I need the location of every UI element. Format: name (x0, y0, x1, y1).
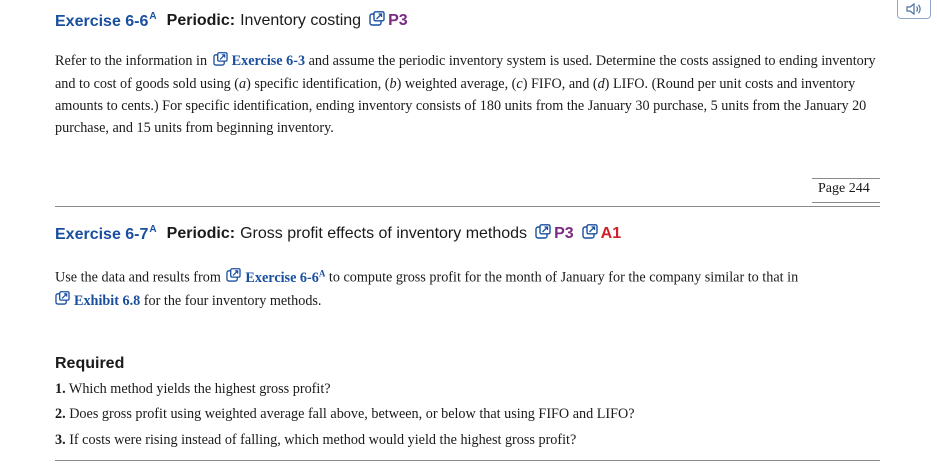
required-heading: Required (55, 355, 125, 372)
exercise-type: Periodic: (166, 12, 236, 29)
exercise-6-7-heading (55, 224, 621, 244)
exercise-6-6-text: Refer to the information in Exercise 6-3 and assume the periodic inventory system is used. Determine the costs assigned to ending inventory and to cost of goods sold using (a) specific identification, (b) weighted average, (c) FIFO, and (d) LIFO. (Round per unit costs and inventory amounts to cents.) For specific identification, ending inventory consists of 180 units from the January 30 purchase, 5 units from the January 20 purchase, and 15 units from beginning inventory. (55, 50, 895, 139)
page-number: Page 244 (818, 181, 870, 196)
exercise-6-6-heading (55, 11, 408, 31)
external-link-icon[interactable] (55, 290, 70, 312)
speaker-icon (905, 3, 923, 15)
external-link-icon[interactable] (582, 224, 598, 244)
exercise-number: Exercise $6-6^A$ (55, 11, 157, 30)
external-link-icon[interactable] (213, 51, 228, 73)
exercise-topic: Inventory costing (240, 12, 362, 29)
exercise-topic: Gross profit effects of inventory methods (240, 225, 528, 242)
exhibit-6-8-link[interactable]: Exhibit 6.8 (74, 292, 141, 309)
required-item: 3. If costs were rising instead of falling, which method would yield the highest gross profit? (55, 432, 577, 448)
external-link-icon[interactable] (535, 224, 551, 244)
learning-objective-p3[interactable]: P3 (554, 225, 574, 242)
divider (55, 206, 880, 207)
required-item: 1. Which method yields the highest gross profit? (55, 381, 331, 397)
exercise-type: Periodic: (166, 225, 236, 242)
page-marker-rule (812, 178, 880, 179)
external-link-icon[interactable] (369, 11, 385, 31)
exercise-6-3-link[interactable]: Exercise 6-3 (231, 53, 306, 69)
exercise-number: Exercise $6-7^A$ (55, 224, 157, 243)
exercise-6-7-text: Use the data and results from Exercise $6-6^A$ to compute gross profit for the month of January for the company similar to that in Exhibit 6.8 for the four inventory methods. (55, 262, 895, 312)
learning-objective-a1[interactable]: A1 (600, 225, 622, 242)
exercise-6-6-link[interactable]: Exercise $6-6^A$ (245, 268, 326, 286)
external-link-icon[interactable] (226, 267, 241, 289)
divider (55, 460, 880, 461)
required-item: 2. Does gross profit using weighted average fall above, between, or below that using FIFO and LIFO? (55, 406, 635, 422)
audio-button[interactable] (897, 0, 931, 19)
page-marker-rule (812, 202, 880, 203)
learning-objective-p3[interactable]: P3 (388, 12, 408, 29)
